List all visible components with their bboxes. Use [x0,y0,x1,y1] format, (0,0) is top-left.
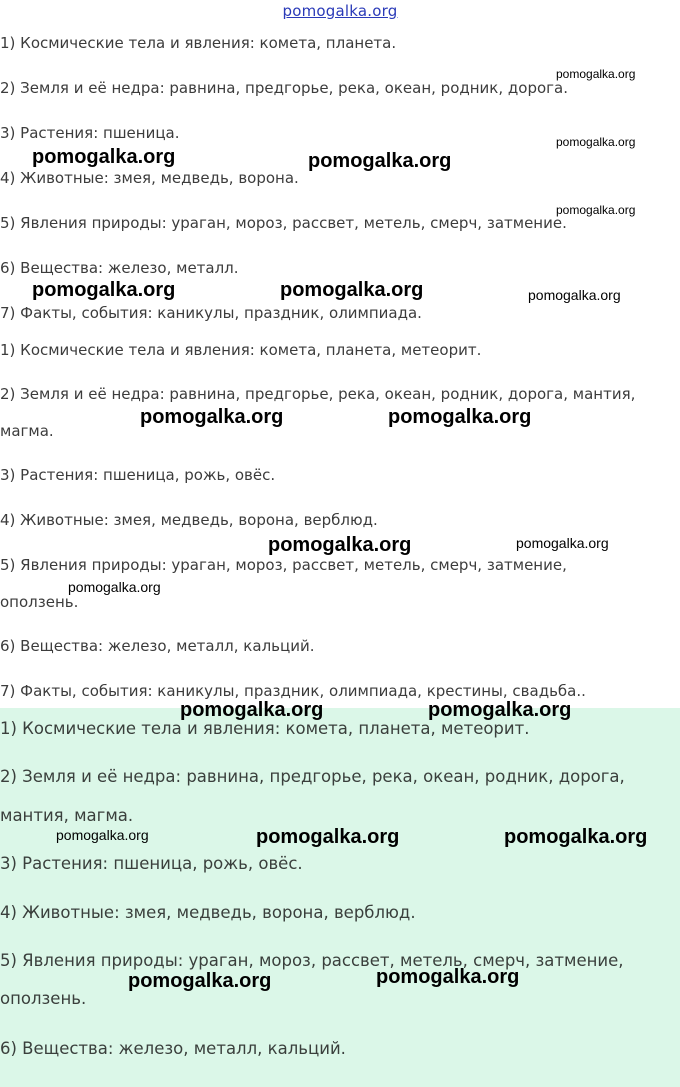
list-item: 2) Земля и её недра: равнина, предгорье, река, океан, родник, дорога, мантия, [0,385,636,403]
watermark: pomogalka.org [140,406,284,428]
watermark: pomogalka.org [56,827,149,843]
list-item: 6) Вещества: железо, металл. [0,259,239,277]
watermark: pomogalka.org [308,150,452,172]
list-item: 3) Растения: пшеница, рожь, овёс. [0,466,276,484]
list-item: мантия, магма. [0,806,134,825]
watermark: pomogalka.org [32,279,176,301]
site-link[interactable]: pomogalka.org [282,2,398,20]
list-item: 7) Факты, события: каникулы, праздник, олимпиада, крестины, свадьба.. [0,682,586,700]
list-item: 5) Явления природы: ураган, мороз, рассвет, метель, смерч, затмение, [0,556,567,574]
list-item: оползень. [0,593,79,611]
list-item: 7) Факты, события: каникулы, праздник, олимпиада. [0,304,422,322]
watermark: pomogalka.org [68,579,161,595]
list-item: магма. [0,422,54,440]
list-item: 3) Растения: пшеница. [0,124,180,142]
watermark: pomogalka.org [388,406,532,428]
watermark: pomogalka.org [280,279,424,301]
watermark: pomogalka.org [556,135,636,149]
watermark: pomogalka.org [32,146,176,168]
watermark: pomogalka.org [128,970,272,992]
watermark: pomogalka.org [180,699,324,721]
watermark: pomogalka.org [428,699,572,721]
list-item: 4) Животные: змея, медведь, ворона, верблюд. [0,511,378,529]
watermark: pomogalka.org [256,826,400,848]
list-item: 4) Животные: змея, медведь, ворона, верблюд. [0,903,416,922]
list-item: оползень. [0,989,87,1008]
list-item: 2) Земля и её недра: равнина, предгорье, река, океан, родник, дорога. [0,79,568,97]
watermark: pomogalka.org [376,966,520,988]
list-item: 1) Космические тела и явления: комета, планета, метеорит. [0,341,482,359]
list-item: 1) Космические тела и явления: комета, планета, метеорит. [0,719,530,738]
list-item: 1) Космические тела и явления: комета, планета. [0,34,397,52]
list-item: 6) Вещества: железо, металл, кальций. [0,1039,346,1058]
watermark: pomogalka.org [516,535,609,551]
list-item: 6) Вещества: железо, металл, кальций. [0,637,315,655]
list-item: 5) Явления природы: ураган, мороз, рассвет, метель, смерч, затмение, [0,951,624,970]
answer-panel [0,708,680,1087]
watermark: pomogalka.org [268,534,412,556]
watermark: pomogalka.org [528,287,621,303]
watermark: pomogalka.org [556,67,636,81]
list-item: 5) Явления природы: ураган, мороз, рассвет, метель, смерч, затмение. [0,214,567,232]
list-item: 4) Животные: змея, медведь, ворона. [0,169,299,187]
list-item: 2) Земля и её недра: равнина, предгорье, река, океан, родник, дорога, [0,767,625,786]
list-item: 3) Растения: пшеница, рожь, овёс. [0,854,303,873]
watermark: pomogalka.org [504,826,648,848]
watermark: pomogalka.org [556,203,636,217]
